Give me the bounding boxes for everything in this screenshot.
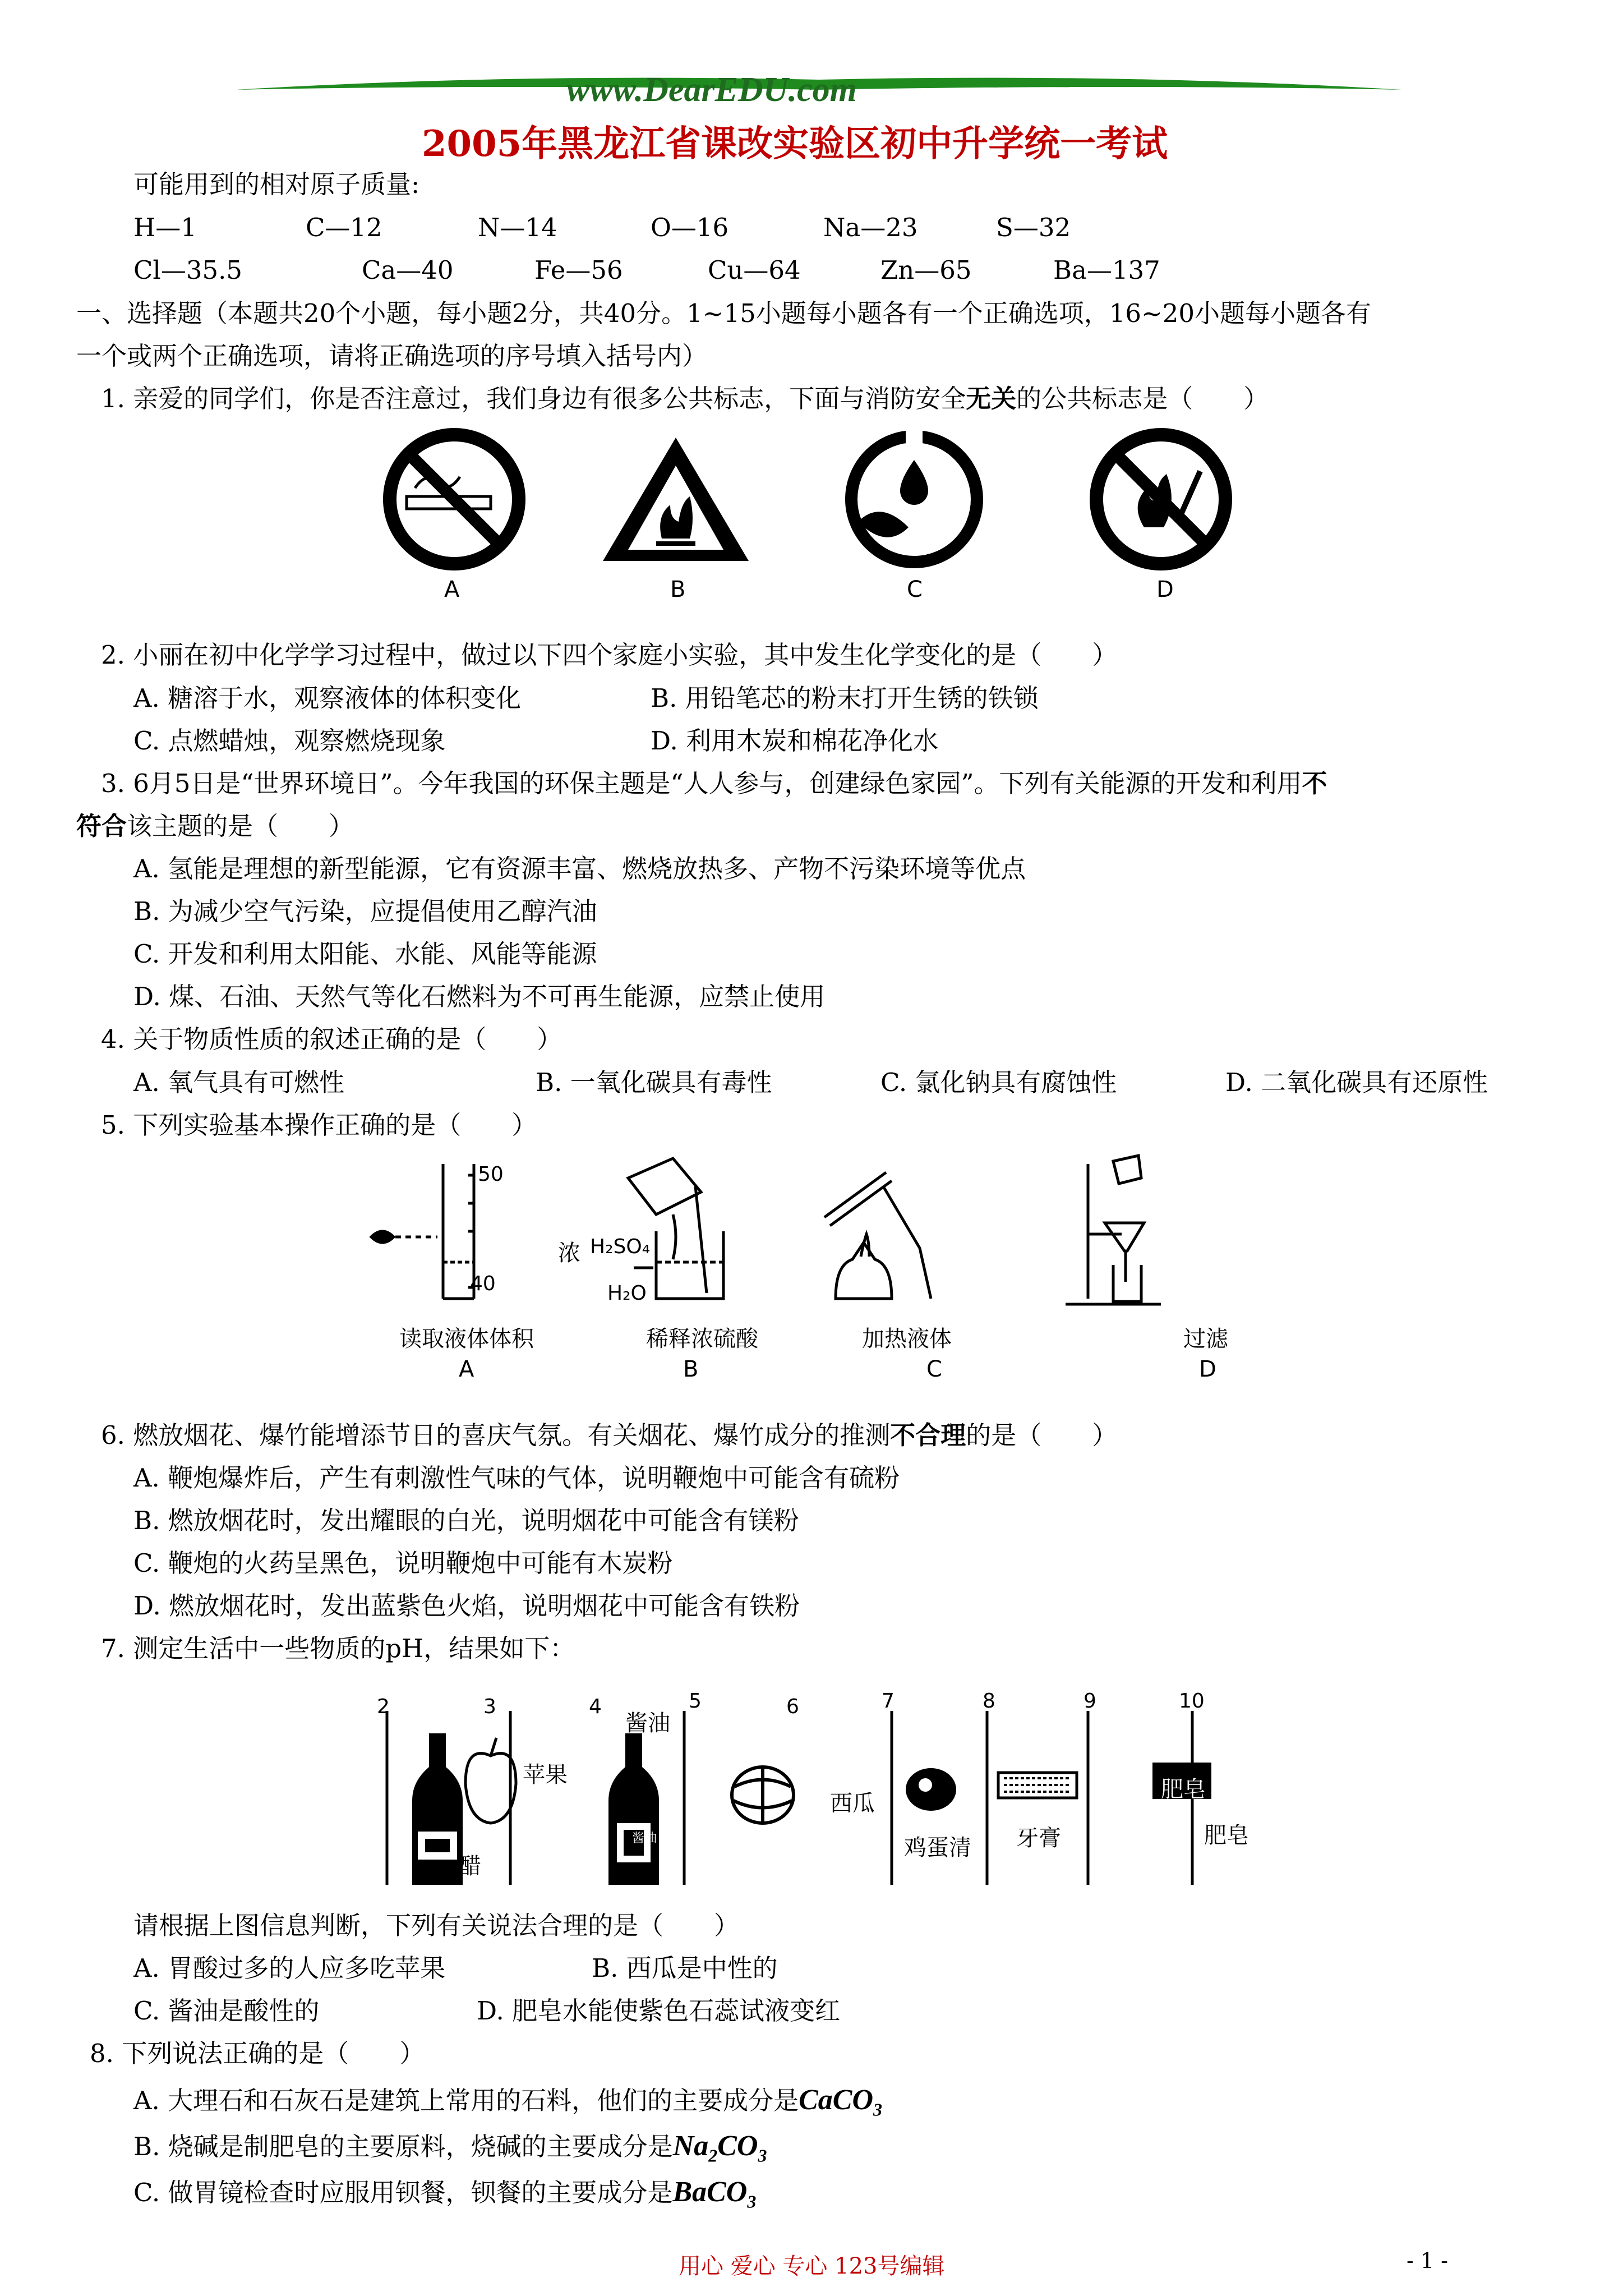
q5-label-b: B xyxy=(683,1356,699,1382)
no-smoking-sign-icon xyxy=(390,435,519,564)
q1-label-b: B xyxy=(670,577,686,602)
ph-tick-8: 8 xyxy=(983,1690,995,1713)
q5-caption-a: 读取液体体积 xyxy=(399,1326,534,1352)
q6-option-b: B. 燃放烟花时，发出耀眼的白光，说明烟花中可能含有镁粉 xyxy=(133,1506,799,1535)
q4-option-d: D. 二氧化碳具有还原性 xyxy=(1225,1068,1488,1097)
q5-label-a: A xyxy=(459,1356,474,1382)
page-title: 2005年黑龙江省课改实验区初中升学统一考试 xyxy=(422,123,1168,165)
q7-stem: 7. 测定生活中一些物质的pH，结果如下： xyxy=(101,1634,575,1663)
soy-bottle-tag: 酱油 xyxy=(632,1832,657,1846)
h2so4-label: H₂SO₄ xyxy=(590,1235,651,1258)
mass-c: C—12 xyxy=(306,213,382,242)
q2-option-b: B. 用铅笔芯的粉末打开生锈的铁锁 xyxy=(651,683,1039,713)
q3-option-b: B. 为减少空气污染，应提倡使用乙醇汽油 xyxy=(133,896,597,926)
q7-option-a: A. 胃酸过多的人应多吃苹果 xyxy=(133,1953,446,1983)
q3-option-d: D. 煤、石油、天然气等化石燃料为不可再生能源，应禁止使用 xyxy=(133,982,826,1011)
soy-sauce-label: 酱油 xyxy=(625,1710,670,1736)
q1-label-d: D xyxy=(1156,577,1174,602)
soap-label: 肥皂 xyxy=(1204,1823,1249,1848)
caco3-formula: CaCO$_3$ xyxy=(799,2084,883,2120)
vinegar-bottle-icon xyxy=(412,1733,463,1885)
site-logo: www.DearEDU.com xyxy=(566,71,857,109)
watermelon-icon xyxy=(732,1767,794,1823)
filtration-apparatus-icon xyxy=(1066,1156,1161,1304)
vinegar-label: 醋 xyxy=(459,1853,481,1879)
q7-question: 请根据上图信息判断，下列有关说法合理的是（ ） xyxy=(133,1911,740,1940)
h2o-label: H₂O xyxy=(607,1282,647,1305)
q4-option-c: C. 氯化钠具有腐蚀性 xyxy=(880,1068,1117,1097)
soap-box-label: 肥皂 xyxy=(1161,1777,1206,1802)
mass-fe: Fe—56 xyxy=(534,255,623,285)
apple-icon xyxy=(465,1738,516,1823)
apple-label: 苹果 xyxy=(523,1762,568,1788)
flammable-warning-sign-icon xyxy=(603,438,749,561)
conc-label: 浓 xyxy=(558,1240,580,1266)
mass-zn: Zn—65 xyxy=(880,255,972,285)
section-heading-cont: 一个或两个正确选项，请将正确选项的序号填入括号内） xyxy=(76,341,708,371)
egg-white-icon xyxy=(906,1768,956,1811)
ph-tick-9: 9 xyxy=(1083,1690,1096,1713)
ph-tick-4: 4 xyxy=(589,1695,602,1718)
q2-option-d: D. 利用木炭和棉花净化水 xyxy=(651,726,939,756)
q2-stem: 2. 小丽在初中化学学习过程中，做过以下四个家庭小实验，其中发生化学变化的是（ ） xyxy=(101,640,1118,670)
watermelon-label: 西瓜 xyxy=(830,1791,875,1816)
q5-label-c: C xyxy=(926,1356,942,1382)
na2co3-formula: $Na_2CO_3$ xyxy=(672,2130,767,2166)
q1-stem: 1. 亲爱的同学们，你是否注意过，我们身边有很多公共标志，下面与消防安全无关的公共标志是（ ） xyxy=(101,384,1269,413)
baco3-formula: BaCO$_3$ xyxy=(672,2176,757,2212)
cylinder-top-mark: 50 xyxy=(478,1163,504,1186)
q6-stem: 6. 燃放烟花、爆竹能增添节日的喜庆气氛。有关烟花、爆竹成分的推测不合理的是（ ） xyxy=(101,1420,1118,1450)
q1-signs-figure xyxy=(370,426,1267,617)
q5-stem: 5. 下列实验基本操作正确的是（ ） xyxy=(101,1110,537,1140)
ph-tick-2: 2 xyxy=(377,1695,390,1718)
q6-option-c: C. 鞭炮的火药呈黑色，说明鞭炮中可能有木炭粉 xyxy=(133,1548,673,1578)
ph-tick-6: 6 xyxy=(786,1695,799,1718)
q6-option-a: A. 鞭炮爆炸后，产生有刺激性气味的气体，说明鞭炮中可能含有硫粉 xyxy=(133,1463,900,1493)
q5-label-d: D xyxy=(1199,1356,1216,1382)
toothpaste-icon xyxy=(998,1773,1077,1798)
q5-caption-b: 稀释浓硫酸 xyxy=(646,1326,758,1352)
ph-tick-10: 10 xyxy=(1179,1690,1205,1713)
heating-test-tube-icon xyxy=(824,1172,931,1299)
q5-caption-c: 加热液体 xyxy=(862,1326,952,1352)
mass-n: N—14 xyxy=(478,213,557,242)
q4-option-a: A. 氧气具有可燃性 xyxy=(133,1068,345,1097)
mass-h: H—1 xyxy=(133,213,197,242)
toothpaste-label: 牙膏 xyxy=(1016,1825,1061,1851)
ph-tick-5: 5 xyxy=(689,1690,702,1713)
mass-cu: Cu—64 xyxy=(708,255,801,285)
q1-label-a: A xyxy=(444,577,460,602)
q5-caption-d: 过滤 xyxy=(1183,1326,1228,1352)
ph-tick-3: 3 xyxy=(483,1695,496,1718)
masses-label: 可能用到的相对原子质量: xyxy=(133,169,420,199)
q6-option-d: D. 燃放烟花时，发出蓝紫色火焰，说明烟花中可能含有铁粉 xyxy=(133,1591,800,1621)
mass-na: Na—23 xyxy=(823,213,918,242)
q7-option-c: C. 酱油是酸性的 xyxy=(133,1996,320,2026)
cylinder-bottom-mark: 40 xyxy=(470,1272,496,1295)
mass-o: O—16 xyxy=(651,213,729,242)
mass-cl: Cl—35.5 xyxy=(133,255,243,285)
mass-ca: Ca—40 xyxy=(362,255,454,285)
footer-text: 用心 爱心 专心 123号编辑 xyxy=(679,2253,945,2279)
q3-stem: 3. 6月5日是“世界环境日”。今年我国的环保主题是“人人参与，创建绿色家园”。下列有关能源的开发和利用不 xyxy=(101,769,1327,798)
q3-stem-cont: 符合该主题的是（ ） xyxy=(76,811,354,841)
egg-white-label: 鸡蛋清 xyxy=(904,1835,971,1861)
q1-label-c: C xyxy=(907,577,923,602)
q8-option-b: B. 烧碱是制肥皂的主要原料，烧碱的主要成分是$Na_2CO_3$ xyxy=(133,2130,767,2166)
q8-option-a: A. 大理石和石灰石是建筑上常用的石料，他们的主要成分是CaCO$_3$ xyxy=(133,2084,883,2120)
water-saving-sign-icon xyxy=(851,429,977,562)
ph-tick-7: 7 xyxy=(882,1690,895,1713)
q2-option-c: C. 点燃蜡烛，观察燃烧现象 xyxy=(133,726,446,756)
q3-option-a: A. 氢能是理想的新型能源，它有资源丰富、燃烧放热多、产物不污染环境等优点 xyxy=(133,854,1026,884)
ph-scale-figure xyxy=(370,1688,1267,1890)
q4-option-b: B. 一氧化碳具有毒性 xyxy=(536,1068,772,1097)
mass-ba: Ba—137 xyxy=(1053,255,1160,285)
q3-option-c: C. 开发和利用太阳能、水能、风能等能源 xyxy=(133,939,597,969)
q7-option-d: D. 肥皂水能使紫色石蕊试液变红 xyxy=(477,1996,841,2026)
soy-sauce-bottle-icon xyxy=(608,1733,659,1885)
q8-stem: 8. 下列说法正确的是（ ） xyxy=(90,2039,425,2068)
no-open-flame-sign-icon xyxy=(1096,435,1225,564)
graduated-cylinder-icon xyxy=(371,1164,474,1299)
q2-option-a: A. 糖溶于水，观察液体的体积变化 xyxy=(133,683,522,713)
dilution-beaker-icon xyxy=(628,1158,723,1299)
q8-option-c: C. 做胃镜检查时应服用钡餐，钡餐的主要成分是BaCO$_3$ xyxy=(133,2176,757,2212)
mass-s: S—32 xyxy=(996,213,1071,242)
q4-stem: 4. 关于物质性质的叙述正确的是（ ） xyxy=(101,1024,562,1054)
q7-option-b: B. 西瓜是中性的 xyxy=(592,1953,778,1983)
section-heading: 一、选择题（本题共20个小题，每小题2分，共40分。1~15小题每小题各有一个正确选项，16~20小题每小题各有 xyxy=(76,298,1371,328)
page-number: - 1 - xyxy=(1407,2248,1449,2273)
